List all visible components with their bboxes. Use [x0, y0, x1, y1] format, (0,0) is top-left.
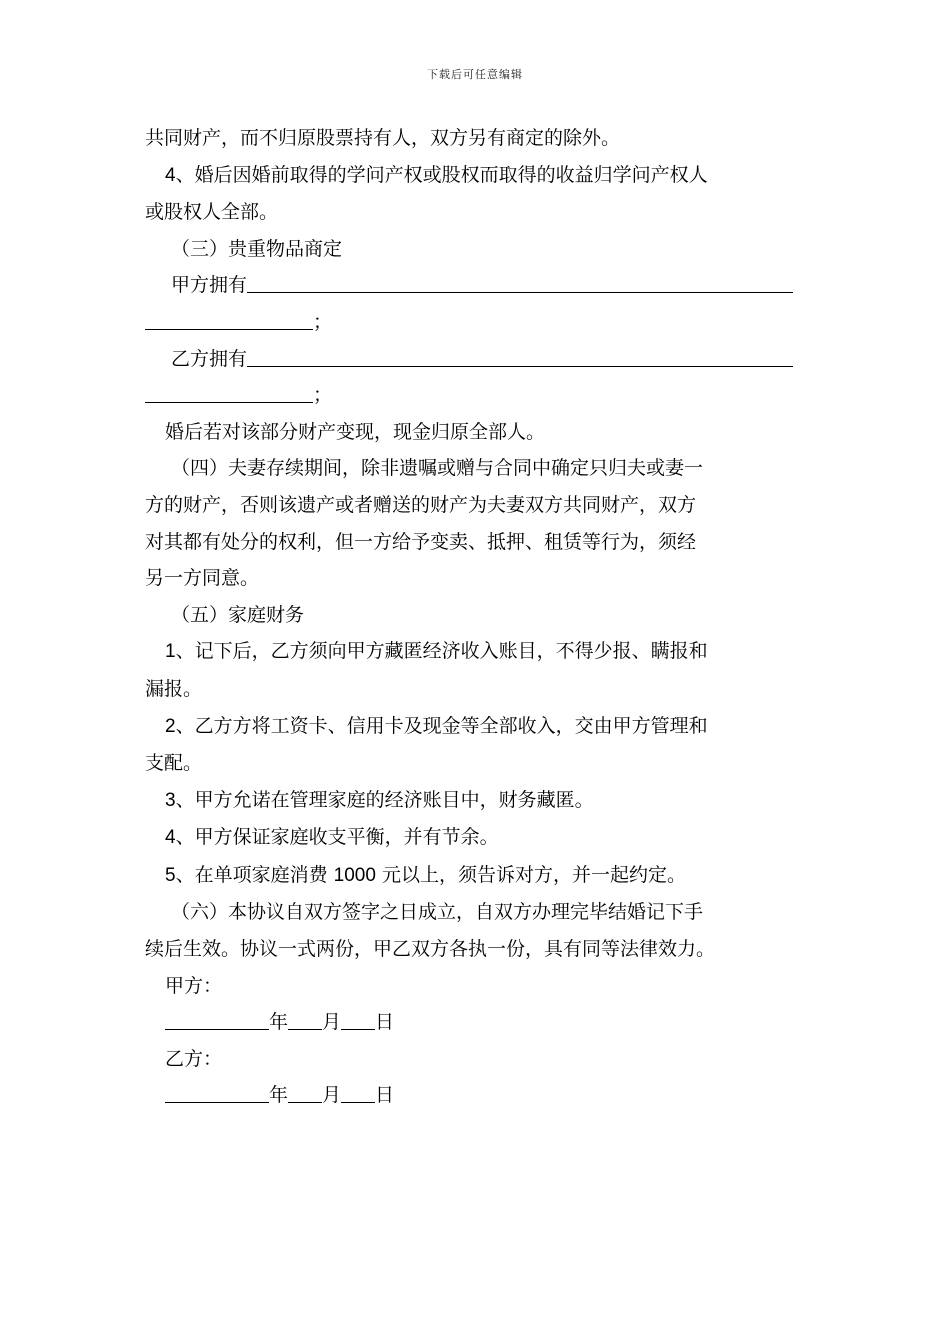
item-number: 3: [165, 789, 176, 811]
clause-number: 4: [165, 164, 176, 186]
section-4-line-2: 方的财产，否则该遗产或者赠送的财产为夫妻双方共同财产，双方: [145, 493, 697, 516]
item-number: 1: [165, 641, 176, 663]
party-b-signature-label: 乙方：: [165, 1047, 223, 1070]
party-b-owns-end: ；: [313, 384, 333, 407]
party-b-owns-cont: [145, 377, 810, 414]
year-label: 年: [269, 1084, 289, 1107]
day-label: 日: [375, 1011, 395, 1034]
day-label: 日: [375, 1084, 395, 1107]
section-6-line-1: （六）本协议自双方签字之日成立，自双方办理完毕结婚记下手: [171, 901, 704, 924]
party-a-owns-blank-2[interactable]: [145, 307, 313, 330]
month-label: 月: [322, 1011, 342, 1034]
month-blank[interactable]: [288, 1007, 322, 1030]
party-a-signature-label: 甲方：: [165, 974, 223, 997]
item-text: 、记下后，乙方须向甲方藏匿经济收入账目，不得少报、瞒报和: [175, 640, 708, 663]
paragraph-liquidation: 婚后若对该部分财产变现，现金归原全部人。: [165, 420, 546, 443]
item-number: 2: [165, 715, 176, 737]
paragraph-clause-4: [145, 157, 810, 195]
day-blank[interactable]: [341, 1080, 375, 1103]
item-number: 5: [165, 864, 176, 886]
section-heading-3: （三）贵重物品商定: [171, 237, 343, 260]
party-b-owns-label: 乙方拥有: [171, 347, 248, 370]
party-a-date-line: [145, 1004, 810, 1041]
clause-text: 、婚后因婚前取得的学问产权或股权而取得的收益归学问产权人: [175, 163, 708, 186]
finance-item-1-cont: 漏报。: [145, 677, 203, 700]
item-text: 、甲方保证家庭收支平衡，并有节余。: [175, 826, 499, 849]
party-a-owns-end: ；: [313, 310, 333, 333]
finance-item-4: [145, 819, 810, 857]
page-header: 下载后可任意编辑: [427, 68, 523, 81]
party-b-owns-blank[interactable]: [247, 344, 793, 367]
party-b-owns-line: [145, 341, 810, 378]
finance-item-5: [145, 857, 810, 895]
party-a-owns-blank[interactable]: [247, 270, 793, 293]
item-text-b: 元以上，须告诉对方，并一起约定。: [375, 863, 686, 886]
year-label: 年: [269, 1011, 289, 1034]
day-blank[interactable]: [341, 1007, 375, 1030]
finance-item-1: [145, 633, 810, 671]
paragraph-clause-4-cont: 或股权人全部。: [145, 201, 279, 224]
item-text-a: 、在单项家庭消费: [175, 863, 334, 886]
paragraph-joint-property: 共同财产，而不归原股票持有人，双方另有商定的除外。: [145, 127, 621, 149]
party-a-owns-line: [145, 267, 810, 304]
month-label: 月: [322, 1084, 342, 1107]
party-b-owns-blank-2[interactable]: [145, 380, 313, 403]
section-4-line-1: （四）夫妻存续期间，除非遗嘱或赠与合同中确定只归夫或妻一: [171, 457, 704, 480]
month-blank[interactable]: [288, 1080, 322, 1103]
item-text: 、甲方允诺在管理家庭的经济账目中，财务藏匿。: [175, 788, 594, 811]
document-body: [145, 120, 810, 1114]
finance-item-2-cont: 支配。: [145, 752, 203, 775]
item-amount: 1000: [333, 864, 376, 886]
year-blank[interactable]: [165, 1007, 269, 1030]
year-blank[interactable]: [165, 1080, 269, 1103]
section-6-line-2: 续后生效。协议一式两份，甲乙双方各执一份，具有同等法律效力。: [145, 938, 716, 961]
item-number: 4: [165, 827, 176, 849]
party-a-owns-cont: [145, 304, 810, 341]
finance-item-2: [145, 708, 810, 746]
party-b-date-line: [145, 1077, 810, 1114]
section-4-line-4: 另一方同意。: [145, 567, 260, 590]
section-heading-5: （五）家庭财务: [171, 603, 305, 626]
item-text: 、乙方方将工资卡、信用卡及现金等全部收入，交由甲方管理和: [175, 714, 708, 737]
party-a-owns-label: 甲方拥有: [171, 274, 248, 297]
section-4-line-3: 对其都有处分的权利，但一方给予变卖、抵押、租赁等行为，须经: [145, 530, 697, 553]
finance-item-3: [145, 782, 810, 820]
